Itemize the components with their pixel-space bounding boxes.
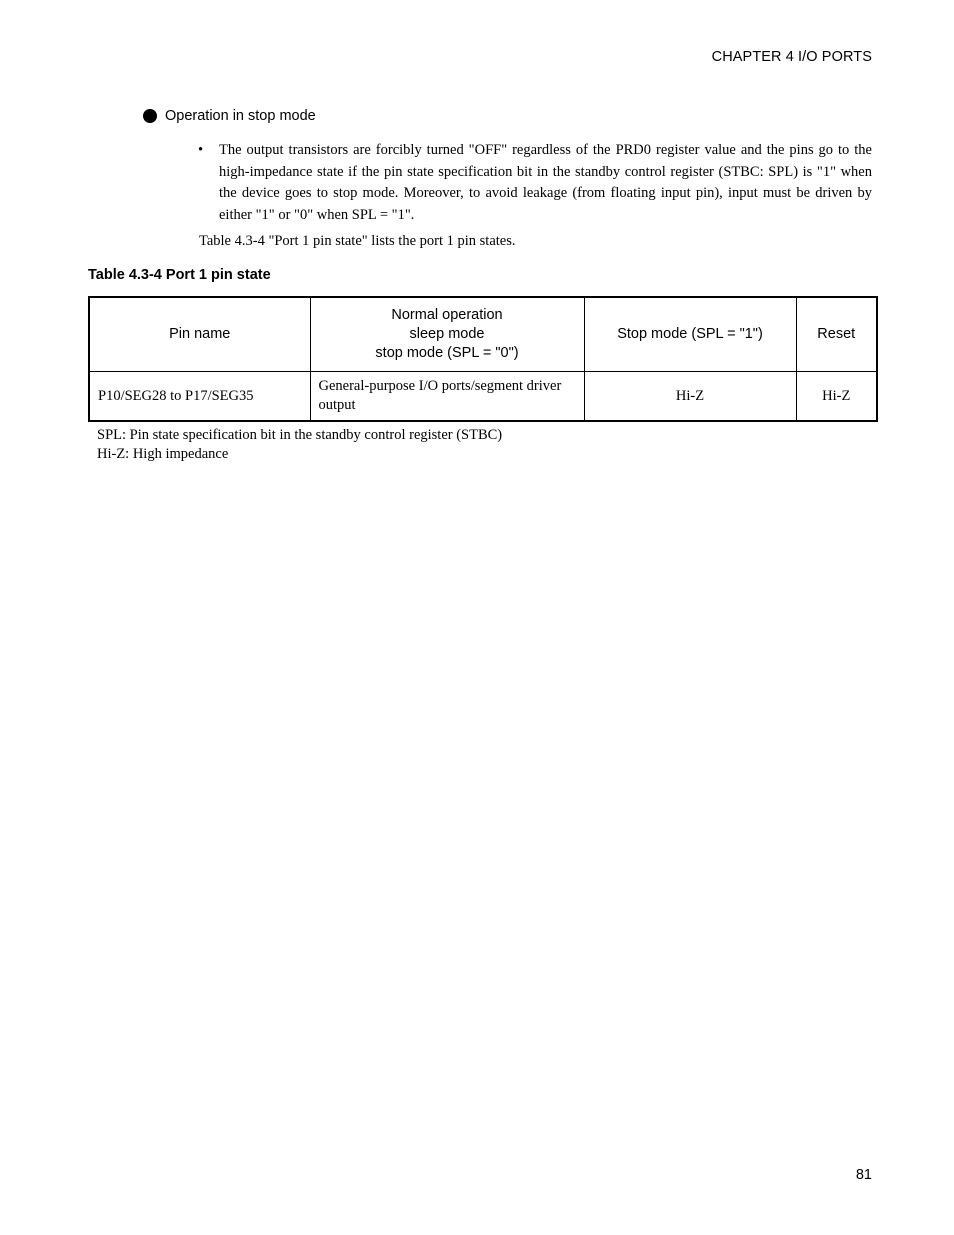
table-reference-sentence: Table 4.3-4 "Port 1 pin state" lists the port 1 pin states.: [199, 233, 516, 249]
bullet-paragraph: [198, 140, 872, 226]
port1-pin-state-table: [88, 296, 878, 422]
cell-stop-mode: Hi-Z: [584, 372, 796, 422]
note-spl: SPL: Pin state specification bit in the standby control register (STBC): [97, 427, 503, 443]
running-header: CHAPTER 4 I/O PORTS: [711, 49, 872, 65]
header-normal-line3: stop mode (SPL = "0"): [375, 345, 519, 361]
table-notes: [97, 426, 502, 464]
header-normal-line2: sleep mode: [409, 326, 485, 342]
table-row: [89, 372, 877, 422]
page-number: 81: [855, 1167, 872, 1183]
note-hiz: Hi-Z: High impedance: [97, 446, 229, 462]
header-normal-line1: Normal operation: [391, 307, 503, 323]
cell-normal-operation: General-purpose I/O ports/segment driver output: [310, 372, 584, 422]
table-caption: Table 4.3-4 Port 1 pin state: [88, 267, 271, 283]
cell-pin-name: P10/SEG28 to P17/SEG35: [89, 372, 310, 422]
bullet-paragraph-text: The output transistors are forcibly turned "OFF" regardless of the PRD0 register value and the pins go to the high-impedance state if the pin state specification bit in the standby control register (STBC: SPL) is "1" when the device goes to stop mode. Moreover, to avoid leakage (from floating input pin), input must be driven by either "1" or "0" when SPL = "1".: [219, 142, 872, 223]
section-heading-text: Operation in stop mode: [165, 108, 316, 124]
table-header-row: [89, 297, 877, 372]
header-pin-name: Pin name: [89, 297, 310, 372]
filled-circle-bullet-icon: [143, 109, 157, 123]
bullet-mark: •: [198, 142, 204, 158]
section-heading: [143, 108, 316, 124]
header-stop-mode: Stop mode (SPL = "1"): [584, 297, 796, 372]
header-normal-operation: [310, 297, 584, 372]
header-reset: Reset: [796, 297, 877, 372]
cell-reset: Hi-Z: [796, 372, 877, 422]
